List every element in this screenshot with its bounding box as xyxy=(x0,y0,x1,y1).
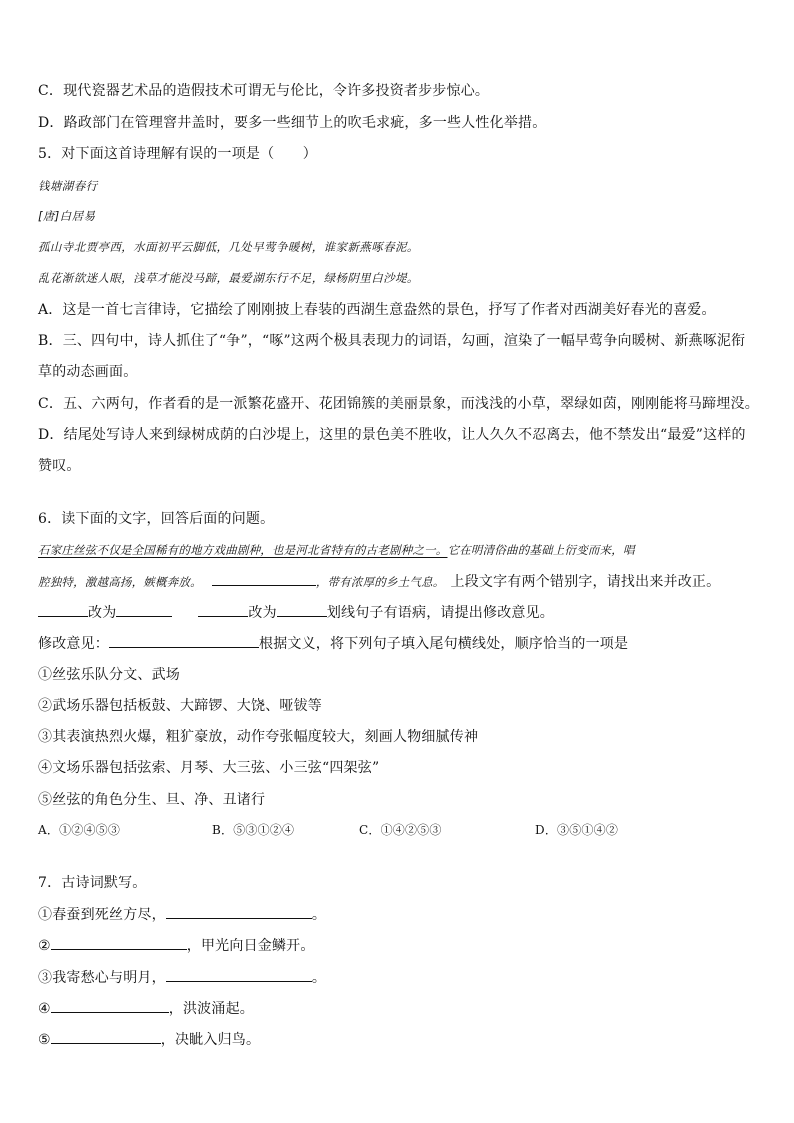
q5-option-b-line1: B．三、四句中，诗人抓住了“争”，“啄”这两个极具表现力的词语，勾画，渲染了一幅早莺争向暖树、新燕啄泥衔 xyxy=(38,333,746,349)
typo-1-wrong-blank[interactable] xyxy=(38,602,88,617)
revision-blank[interactable] xyxy=(109,633,259,648)
poetry-4-text: ，洪波涌起。 xyxy=(168,1001,254,1017)
sentence-1: ①丝弦乐队分文、武场 xyxy=(38,667,180,683)
q6-blank-tail-sentence[interactable] xyxy=(212,571,316,586)
poetry-2-num: ② xyxy=(38,938,51,954)
revision-label: 修改意见： xyxy=(38,636,109,652)
sentence-5: ⑤丝弦的角色分生、旦、净、丑诸行 xyxy=(38,792,266,808)
sentence-2: ②武场乐器包括板鼓、大蹄锣、大饶、哑钹等 xyxy=(38,698,322,714)
poetry-4-blank[interactable] xyxy=(51,998,169,1013)
q6-option-a[interactable]: A．①②④⑤③ xyxy=(38,823,121,837)
poetry-item-5 xyxy=(38,1029,260,1050)
typo-1-correct-blank[interactable] xyxy=(116,602,172,617)
poetry-1-text: ①春蚕到死丝方尽， xyxy=(38,907,166,923)
q4-option-c: C．现代瓷器艺术品的造假技术可谓无与伦比，令许多投资者步步惊心。 xyxy=(38,83,490,99)
q6-passage-line1 xyxy=(38,540,635,560)
sentence-4: ④文场乐器包括弦索、月琴、大三弦、小三弦“四架弦” xyxy=(38,760,380,776)
q6-typo-answer-line xyxy=(38,602,554,623)
poetry-2-text: ，甲光向日金鳞开。 xyxy=(186,938,315,954)
q5-option-b-line2: 草的动态画面。 xyxy=(38,364,138,380)
q5-option-a: A．这是一首七言律诗，它描绘了刚刚披上春装的西湖生意盎然的景色，抒写了作者对西湖美好春光的喜爱。 xyxy=(38,302,716,318)
q5-option-d-line2: 赞叹。 xyxy=(38,458,81,474)
poetry-item-1 xyxy=(38,904,326,925)
poetry-2-blank[interactable] xyxy=(51,935,187,950)
question-5-title: 5．对下面这首诗理解有误的一项是（ ） xyxy=(38,146,317,162)
q6-passage-text-2: ，带有浓厚的乡土气息。 xyxy=(315,575,445,589)
question-6-title: 6．读下面的文字，回答后面的问题。 xyxy=(38,511,275,527)
q4-option-d: D．路政部门在管理窨井盖时，要多一些细节上的吹毛求疵，多一些人性化举措。 xyxy=(38,115,547,131)
q6-instruction-typo: 上段文字有两个错别字，请找出来并改正。 xyxy=(450,574,721,590)
q6-passage-line2 xyxy=(38,571,720,592)
q6-option-c[interactable]: C．①④②⑤③ xyxy=(359,823,442,837)
q6-revision-line xyxy=(38,633,628,654)
q5-option-c: C．五、六两句，作者看的是一派繁花盛开、花团锦簇的美丽景象，而浅浅的小草，翠绿如茵，刚刚能将马蹄埋没。 xyxy=(38,396,759,412)
poem-line-1: 孤山寺北贾亭西，水面初平云脚低，几处早莺争暖树，谁家新燕啄春泥。 xyxy=(38,240,419,254)
poem-title: 钱塘湖春行 xyxy=(38,179,98,193)
typo-2-wrong-blank[interactable] xyxy=(198,602,248,617)
poem-author: [唐]白居易 xyxy=(38,209,96,223)
q6-option-d[interactable]: D．③⑤①④② xyxy=(535,823,619,837)
question-7-title: 7．古诗词默写。 xyxy=(38,875,147,891)
q6-instruction-order: 根据文义，将下列句子填入尾句横线处，顺序恰当的一项是 xyxy=(259,636,629,652)
q6-underlined-sentence: 石家庄丝弦不仅是全国稀有的地方戏曲剧种，也是河北省特有的古老剧种之一。 xyxy=(38,543,448,557)
typo-1-change-label: 改为 xyxy=(88,605,117,621)
poetry-1-blank[interactable] xyxy=(166,904,312,919)
poetry-item-2 xyxy=(38,935,315,956)
poetry-5-blank[interactable] xyxy=(51,1029,161,1044)
sentence-3: ③其表演热烈火爆，粗犷豪放，动作夸张幅度较大，刻画人物细腻传神 xyxy=(38,729,479,745)
typo-2-change-label: 改为 xyxy=(248,605,277,621)
poetry-5-text: ，决眦入归鸟。 xyxy=(160,1032,261,1048)
q6-option-b[interactable]: B．⑤③①②④ xyxy=(212,823,295,837)
typo-2-correct-blank[interactable] xyxy=(277,602,327,617)
poetry-3-blank[interactable] xyxy=(166,967,312,982)
q6-passage-cont: 它在明清俗曲的基础上衍变而来，唱 xyxy=(447,543,635,557)
poetry-item-4 xyxy=(38,998,254,1019)
poetry-3-end: 。 xyxy=(311,970,327,986)
poetry-item-3 xyxy=(38,967,326,988)
poetry-3-text: ③我寄愁心与明月， xyxy=(38,970,166,986)
poetry-5-num: ⑤ xyxy=(38,1032,51,1048)
poetry-1-end: 。 xyxy=(311,907,327,923)
q6-instruction-grammar: 划线句子有语病，请提出修改意见。 xyxy=(326,605,555,621)
poem-line-2: 乱花渐欲迷人眼，浅草才能没马蹄，最爱湖东行不足，绿杨阴里白沙堤。 xyxy=(38,271,419,285)
q5-option-d-line1: D．结尾处写诗人来到绿树成荫的白沙堤上，这里的景色美不胜收，让人久久不忍离去，他不禁发出“最爱”这样的 xyxy=(38,427,746,443)
q6-passage-text: 腔独特，激越高扬，嫉概奔放。 xyxy=(38,575,202,589)
poetry-4-num: ④ xyxy=(38,1001,51,1017)
